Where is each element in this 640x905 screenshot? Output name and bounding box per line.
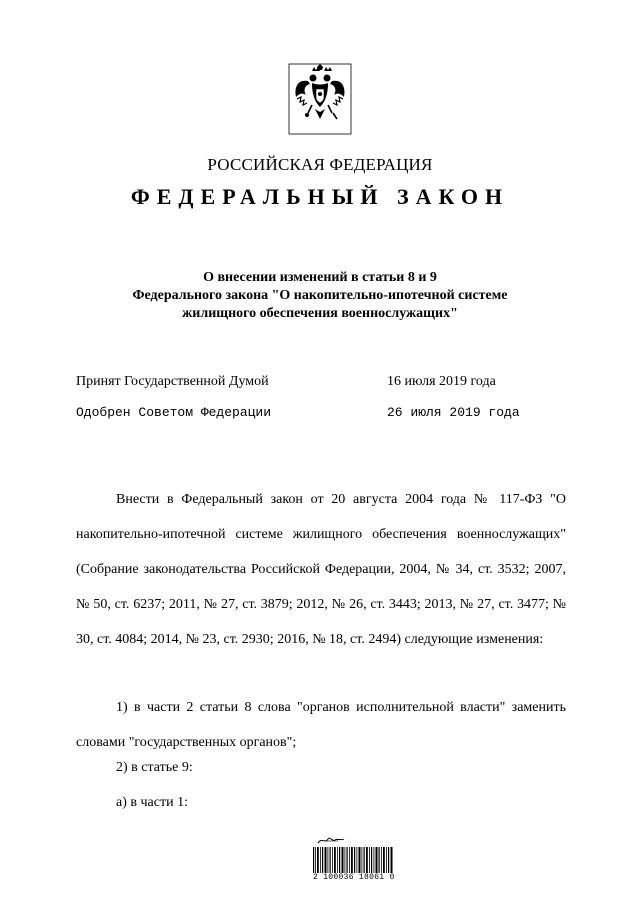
document-barcode [313, 847, 393, 873]
signature-mark [316, 835, 346, 845]
state-emblem [288, 63, 352, 135]
council-label: Одобрен Советом Федерации [76, 405, 272, 420]
barcode-number: 2 100036 18061 0 [313, 873, 395, 882]
law-title [60, 269, 580, 323]
amendment-item-2: 2) в статье 9: [116, 760, 193, 775]
law-title-line: жилищного обеспечения военнослужащих" [182, 306, 458, 321]
amendment-item-1: 1) в части 2 статьи 8 слова "органов исполнительной власти" заменить словами "государственных органов"; [76, 700, 566, 750]
duma-label: Принят Государственной Думой [76, 374, 269, 389]
amendment-item-2a: а) в части 1: [116, 795, 188, 810]
law-title-line: О внесении изменений в статьи 8 и 9 [203, 270, 437, 285]
document-type: ФЕДЕРАЛЬНЫЙ ЗАКОН [130, 184, 510, 209]
country-name: РОССИЙСКАЯ ФЕДЕРАЦИЯ [207, 155, 433, 174]
council-date: 26 июля 2019 года [387, 405, 520, 420]
intro-paragraph: Внести в Федеральный закон от 20 августа 2004 года № 117-ФЗ "О накопительно-ипотечной системе жилищного обеспечения военнослужащих" (Собрание законодательства Российской Федерации, 2004, № 34, ст. 3532; 2007, № 50, ст. 6237; 2011, № 27, ст. 3879; 2012, № 26, ст. 3443; 2013, № 27, ст. 3477; № 30, ст. 4084; 2014, № 23, ст. 2930; 2016, № 18, ст. 2494) следующие изменения: [76, 492, 566, 647]
duma-date: 16 июля 2019 года [387, 374, 496, 389]
law-title-line: Федерального закона "О накопительно-ипотечной системе [132, 288, 508, 303]
